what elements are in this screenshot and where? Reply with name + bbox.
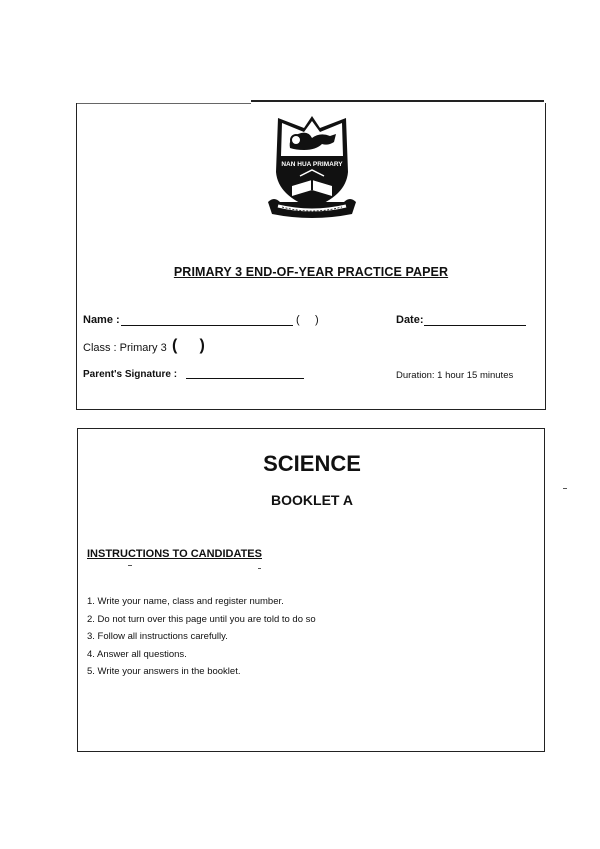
class-label: Class : Primary 3 xyxy=(83,342,167,354)
instruction-item: 3. Follow all instructions carefully. xyxy=(87,631,228,643)
instruction-item: 2. Do not turn over this page until you are told to do so xyxy=(87,613,316,625)
scan-speck xyxy=(258,568,261,569)
date-label: Date: xyxy=(396,314,424,326)
class-register-paren: ( ) xyxy=(172,337,205,354)
subject-title: SCIENCE xyxy=(263,451,361,476)
booklet-label: BOOKLET A xyxy=(271,492,353,508)
school-crest-logo xyxy=(264,110,360,222)
paper-title: PRIMARY 3 END-OF-YEAR PRACTICE PAPER xyxy=(173,265,449,279)
parent-signature-label: Parent's Signature : xyxy=(83,369,178,380)
parent-signature-field[interactable] xyxy=(186,378,304,379)
scan-speck xyxy=(128,565,132,566)
instruction-item: 5. Write your answers in the booklet. xyxy=(87,666,241,678)
name-label: Name : xyxy=(83,314,120,326)
duration-text: Duration: 1 hour 15 minutes xyxy=(396,370,514,381)
register-number-paren: ( ) xyxy=(296,314,319,326)
header-box-top-border-right xyxy=(251,100,544,102)
instructions-heading: INSTRUCTIONS TO CANDIDATES xyxy=(87,548,262,560)
instructions-list xyxy=(87,593,316,681)
svg-text:NAN HUA PRIMARY: NAN HUA PRIMARY xyxy=(281,161,343,168)
name-field[interactable] xyxy=(121,325,293,326)
scan-speck xyxy=(563,488,567,489)
instruction-item: 4. Answer all questions. xyxy=(87,648,187,660)
instruction-item: 1. Write your name, class and register number. xyxy=(87,596,284,607)
date-field[interactable] xyxy=(424,325,526,326)
